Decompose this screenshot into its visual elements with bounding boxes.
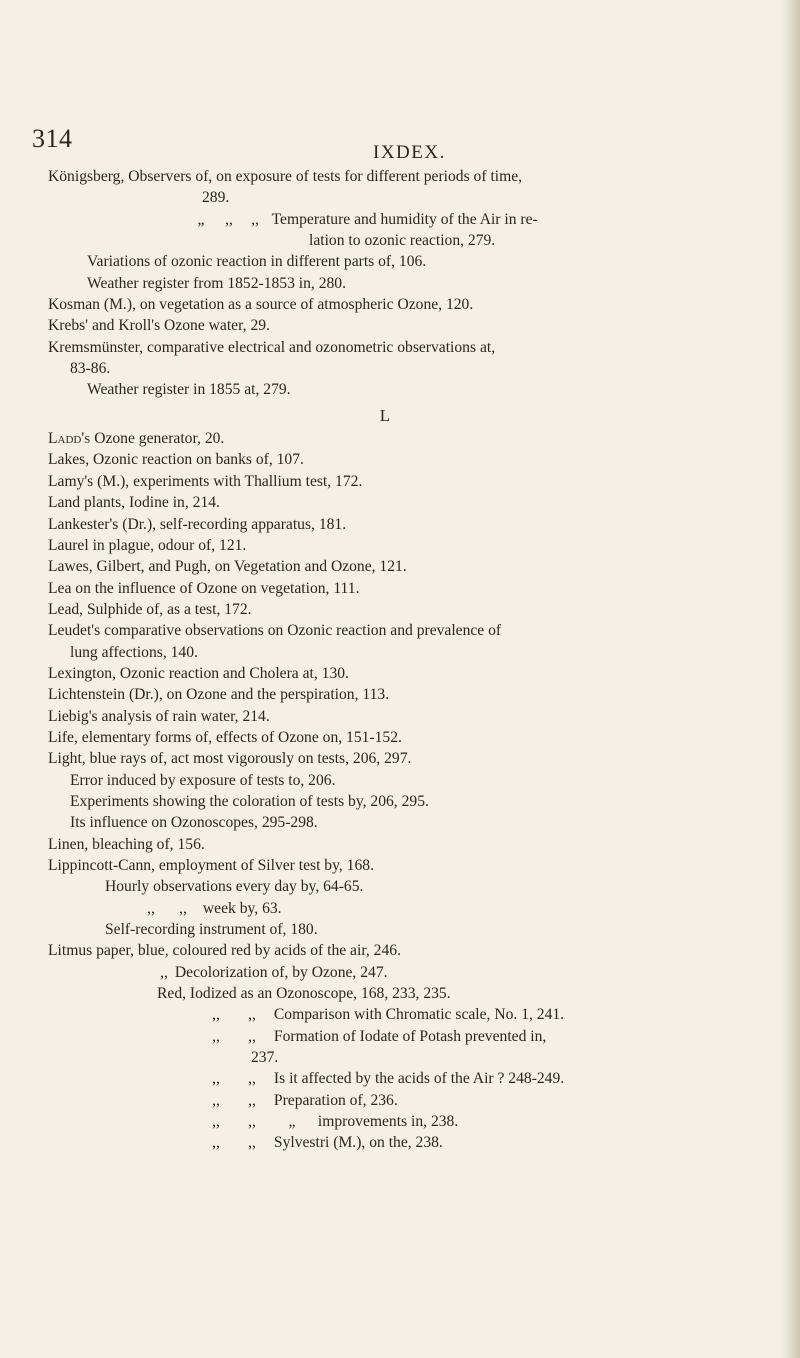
ditto-mark: ,, bbox=[212, 1113, 220, 1131]
ditto-mark: ,, bbox=[160, 963, 168, 981]
index-column bbox=[48, 166, 738, 1154]
index-entry: Krebs' and Kroll's Ozone water, 29. bbox=[48, 317, 270, 335]
index-entry: Lexington, Ozonic reaction and Cholera at, 130. bbox=[48, 664, 349, 682]
entry-text: improvements in, 238. bbox=[317, 1113, 459, 1131]
index-entry bbox=[48, 1132, 738, 1153]
index-entry: Linen, bleaching of, 156. bbox=[48, 835, 205, 853]
index-entry: Lankester's (Dr.), self-recording apparatus, 181. bbox=[48, 515, 347, 533]
index-entry: Lea on the influence of Ozone on vegetation, 111. bbox=[48, 579, 360, 597]
index-entry: Lead, Sulphide of, as a test, 172. bbox=[48, 600, 252, 618]
index-entry: Weather register in 1855 at, 279. bbox=[87, 381, 291, 399]
index-entry: Lakes, Ozonic reaction on banks of, 107. bbox=[48, 451, 304, 469]
index-entry bbox=[48, 1004, 738, 1025]
ditto-mark: ,, bbox=[248, 1070, 256, 1088]
ditto-mark: „ bbox=[288, 1113, 296, 1131]
index-entry: Error induced by exposure of tests to, 206. bbox=[70, 771, 336, 789]
index-entry: Hourly observations every day by, 64-65. bbox=[105, 878, 364, 896]
index-entry: Laurel in plague, odour of, 121. bbox=[48, 536, 247, 554]
index-entry-continuation bbox=[48, 1047, 738, 1068]
ditto-mark: ,, bbox=[248, 1091, 256, 1109]
ditto-mark: ,, bbox=[248, 1006, 256, 1024]
entry-text: Is it affected by the acids of the Air ? 248-249. bbox=[273, 1070, 565, 1088]
entry-text: week by, 63. bbox=[202, 899, 282, 917]
index-entry-continuation: lung affections, 140. bbox=[70, 643, 198, 661]
index-entry bbox=[48, 209, 738, 230]
page-edge-shadow bbox=[782, 0, 800, 1358]
index-entry: Kremsmünster, comparative electrical and ozonometric observations at, bbox=[48, 338, 496, 356]
index-entry bbox=[48, 962, 738, 983]
entry-text: Preparation of, 236. bbox=[273, 1091, 398, 1109]
entry-text: Temperature and humidity of the Air in re- bbox=[271, 210, 538, 228]
index-entry: Lippincott-Cann, employment of Silver test by, 168. bbox=[48, 857, 374, 874]
entry-text: Comparison with Chromatic scale, No. 1, 241. bbox=[273, 1006, 565, 1024]
ditto-mark: ,, bbox=[225, 210, 233, 228]
index-entry: Lawes, Gilbert, and Pugh, on Vegetation and Ozone, 121. bbox=[48, 558, 407, 576]
entry-text: Ozone generator, 20. bbox=[90, 430, 225, 448]
entry-text: Formation of Iodate of Potash prevented in, bbox=[273, 1027, 547, 1045]
index-entry bbox=[48, 898, 738, 919]
index-entry: Self-recording instrument of, 180. bbox=[105, 921, 318, 939]
index-entry: Liebig's analysis of rain water, 214. bbox=[48, 707, 270, 725]
index-entry-continuation: 289. bbox=[202, 189, 230, 207]
index-entry: Königsberg, Observers of, on exposure of tests for different periods of time, bbox=[48, 168, 523, 185]
index-entry-continuation: lation to ozonic reaction, 279. bbox=[309, 232, 496, 250]
index-entry: Red, Iodized as an Ozonoscope, 168, 233, 235. bbox=[157, 985, 451, 1003]
index-entry bbox=[48, 1111, 738, 1132]
index-entry: Lichtenstein (Dr.), on Ozone and the perspiration, 113. bbox=[48, 686, 390, 704]
index-entry: Kosman (M.), on vegetation as a source of atmospheric Ozone, 120. bbox=[48, 296, 474, 314]
index-entry-continuation: 83-86. bbox=[70, 360, 111, 378]
index-entry: Light, blue rays of, act most vigorously on tests, 206, 297. bbox=[48, 750, 412, 768]
index-entry: Its influence on Ozonoscopes, 295-298. bbox=[70, 814, 318, 832]
ditto-mark: ,, bbox=[212, 1070, 220, 1088]
entry-text: Sylvestri (M.), on the, 238. bbox=[273, 1134, 443, 1152]
index-entry: Life, elementary forms of, effects of Ozone on, 151-152. bbox=[48, 728, 402, 746]
ditto-mark: „ bbox=[197, 210, 205, 228]
index-entry: Experiments showing the coloration of tests by, 206, 295. bbox=[70, 792, 429, 810]
index-entry: Leudet's comparative observations on Ozonic reaction and prevalence of bbox=[48, 622, 502, 640]
ditto-mark: ,, bbox=[212, 1134, 220, 1152]
entry-name-smallcaps: Ladd's bbox=[48, 430, 91, 448]
ditto-mark: ,, bbox=[248, 1027, 256, 1045]
index-entry: Weather register from 1852-1853 in, 280. bbox=[87, 274, 347, 292]
ditto-mark: ,, bbox=[248, 1113, 256, 1131]
section-letter: L bbox=[379, 405, 391, 425]
ditto-mark: ,, bbox=[147, 899, 155, 917]
index-entry: Variations of ozonic reaction in different parts of, 106. bbox=[87, 253, 427, 271]
index-entry: Litmus paper, blue, coloured red by acids of the air, 246. bbox=[48, 942, 401, 960]
entry-text: Decolorization of, by Ozone, 247. bbox=[174, 963, 388, 981]
running-head: IXDEX. bbox=[373, 142, 446, 163]
entry-text: 237. bbox=[251, 1049, 279, 1067]
ditto-mark: ,, bbox=[212, 1006, 220, 1024]
index-entry: Lamy's (M.), experiments with Thallium test, 172. bbox=[48, 472, 363, 490]
ditto-mark: ,, bbox=[212, 1091, 220, 1109]
ditto-mark: ,, bbox=[248, 1134, 256, 1152]
ditto-mark: ,, bbox=[251, 210, 259, 228]
ditto-mark: ,, bbox=[212, 1027, 220, 1045]
index-entry bbox=[48, 1068, 738, 1089]
index-entry: Land plants, Iodine in, 214. bbox=[48, 494, 220, 512]
index-entry bbox=[48, 1026, 738, 1047]
index-entry bbox=[48, 428, 738, 449]
ditto-mark: ,, bbox=[179, 899, 187, 917]
index-entry bbox=[48, 1090, 738, 1111]
page-number: 314 bbox=[32, 124, 73, 153]
